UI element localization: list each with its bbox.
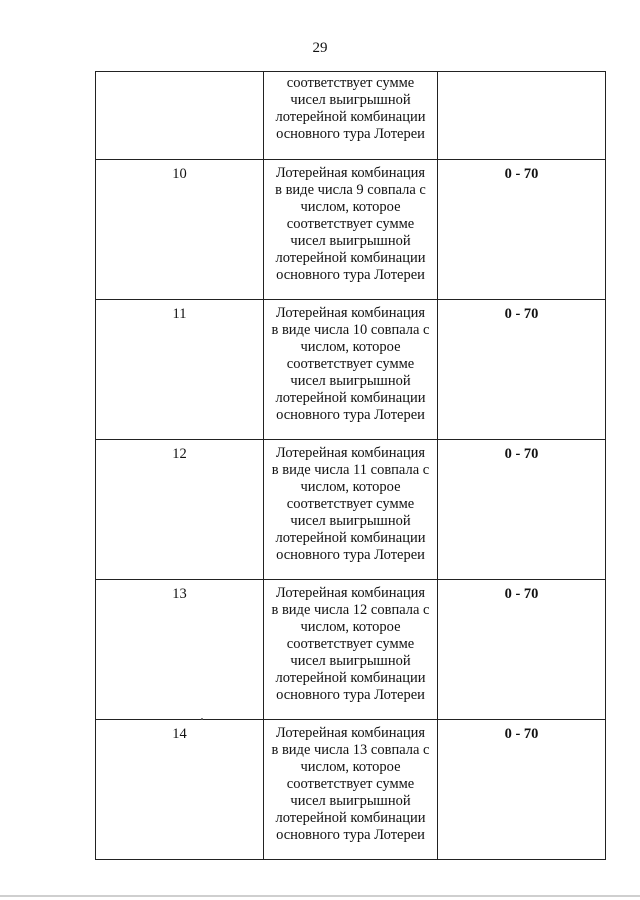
value-range-cell: 0 - 70 xyxy=(438,300,606,440)
table-row xyxy=(96,440,606,580)
row-number-cell: 10 xyxy=(96,160,264,300)
row-number-cell: 13 xyxy=(96,580,264,720)
value-range-cell: 0 - 70 xyxy=(438,440,606,580)
row-number-cell: 11 xyxy=(96,300,264,440)
table-row xyxy=(96,160,606,300)
value-range-cell: 0 - 70 xyxy=(438,580,606,720)
value-range-cell: 0 - 70 xyxy=(438,160,606,300)
row-number-cell: 12 xyxy=(96,440,264,580)
row-number-cell: 14 xyxy=(96,720,264,860)
prize-table xyxy=(95,71,606,860)
scan-speck xyxy=(201,718,203,720)
combination-description-cell: Лотерейная комбинация в виде числа 13 совпала с числом, которое соответствует сумме чисел выигрышной лотерейной комбинации основного тура Лотереи xyxy=(264,720,438,860)
value-range-cell xyxy=(438,72,606,160)
combination-description-cell: соответствует сумме чисел выигрышной лотерейной комбинации основного тура Лотереи xyxy=(264,72,438,160)
table-row xyxy=(96,300,606,440)
combination-description-cell: Лотерейная комбинация в виде числа 9 совпала с числом, которое соответствует сумме чисел выигрышной лотерейной комбинации основного тура Лотереи xyxy=(264,160,438,300)
page-number: 29 xyxy=(312,40,328,56)
row-number-cell xyxy=(96,72,264,160)
table-row xyxy=(96,580,606,720)
table-row xyxy=(96,72,606,160)
table-row xyxy=(96,720,606,860)
combination-description-cell: Лотерейная комбинация в виде числа 12 совпала с числом, которое соответствует сумме чисел выигрышной лотерейной комбинации основного тура Лотереи xyxy=(264,580,438,720)
combination-description-cell: Лотерейная комбинация в виде числа 11 совпала с числом, которое соответствует сумме чисел выигрышной лотерейной комбинации основного тура Лотереи xyxy=(264,440,438,580)
value-range-cell: 0 - 70 xyxy=(438,720,606,860)
scan-edge-line xyxy=(0,895,640,897)
combination-description-cell: Лотерейная комбинация в виде числа 10 совпала с числом, которое соответствует сумме чисел выигрышной лотерейной комбинации основного тура Лотереи xyxy=(264,300,438,440)
